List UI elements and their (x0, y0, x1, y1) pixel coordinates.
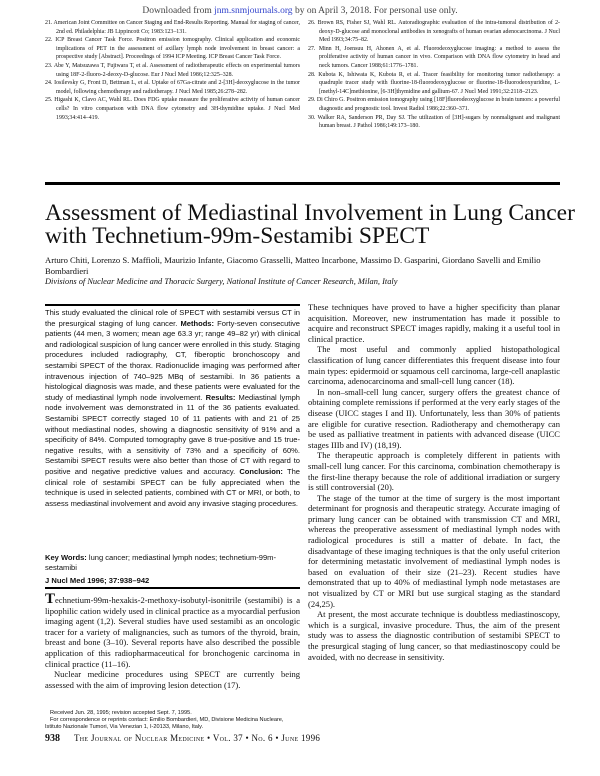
abstract-results: Mediastinal lymph node involvement was demonstrated in 11 of the 36 patients evaluated. Sestamibi SPECT correctly staged 10 of 11 patients with and 21 of 25 without mediastinal nodes, showing a diagnostic sensitivity of 91% and a specificity of 84%. Computed tomography gave 8 true-positive and 15 true-negative results, with a sensitivity of 73% and a specificity of 60%. Sestamibi SPECT results were also better than those of CT with regard to positive and negative predictive values and accuracy. (45, 392, 301, 476)
references-left-column (45, 19, 300, 122)
footnotes (45, 710, 300, 731)
reference: 21. American Joint Committee on Cancer Staging and End-Results Reporting. Manual for staging of cancer, 2nd ed. Philadelphia: JB Lippincott Co; 1983:123–131. (45, 20, 300, 35)
article-title: Assessment of Mediastinal Involvement in Lung Cancer with Technetium-99m-Sestamibi SPECT (45, 200, 575, 249)
journal-info: The Journal of Nuclear Medicine • Vol. 37 • No. 6 • June 1996 (74, 733, 321, 743)
paragraph: The therapeutic approach is completely different in patients with small-cell lung cancer. For this carcinoma, combination chemotherapy is the first-line therapy because the role of additional irradiation or surgery is still controversial (20). (308, 450, 560, 493)
page-footer (45, 733, 565, 744)
download-prefix: Downloaded from (142, 6, 215, 16)
page-number: 938 (45, 733, 60, 744)
paragraph-text: echnetium-99m-hexakis-2-methoxy-isobutyl-isonitrile (sestamibi) is a lipophilic cation widely used in clinical practice as a myocardial perfusion imaging agent (1,2). Several studies have used sestamibi as an oncologic tracer for a variety of malignancies, such as tumors of the thyroid, brain, breast and bone (3–10). Several reports have also described the possible application of this radiopharmaceutical for bronchogenic carcinoma in clinical practice (11–16). (45, 595, 300, 669)
paragraph: In non–small-cell lung cancer, surgery offers the greatest chance of obtaining complete remissions if performed at the very early stages of the disease (UICC stages I and II). Unfortunately, less than 30% of patients are eligible for curative resection. Radiotherapy and chemotherapy can be used as palliative treatment in patients with advanced disease (UICC stages IIIb and IV) (18,19). (308, 386, 560, 450)
reference: 27. Minn H, Joensuu H, Ahonen A, et al. Fluorodeoxyglucose imaging: a method to assess the proliferative activity of human cancer in vivo. Comparison with DNA flow cytometry in head and neck tumors. Cancer 1988;61:1776–1781. (308, 45, 560, 69)
reference: 30. Walker RA, Sanderson PR, Day SJ. The utilization of [3H]-sugars by nonmalignant and malignant human breast. J Pathol 1986;149:173–180. (308, 114, 560, 130)
abstract-intro: This study evaluated the clinical role of SPECT with sestamibi versus CT in the presurgical staging of lung cancer. (45, 308, 300, 328)
reference: 23. Abe Y, Matsuzawa T, Fujiwara T, et al. Assessment of radiotherapeutic effects on experimental tumors using 18F-2-fluoro-2-deoxy-D-glucose. Eur J Nucl Med 1986;12:325–328. (45, 62, 300, 78)
abstract (45, 308, 300, 509)
reference: 29. Di Chiro G. Positron emission tomography using [18F]fluorodeoxyglucose in brain tumors: a powerful diagnostic and prognostic tool. Invest Radiol 1986;22:360–371. (308, 97, 560, 112)
paragraph (45, 591, 300, 669)
reference: 25. Higashi K, Clavo AC, Wahl RL. Does FDG uptake measure the proliferative activity of human cancer cells? In vitro comparison with DNA flow cytometry and 3H-thymidine uptake. J Nucl Med 1993;34:414–419. (45, 97, 300, 121)
journal-link[interactable]: jnm.snmjournals.org (214, 6, 293, 16)
paragraph: Nuclear medicine procedures using SPECT are currently being assessed with the aim of improving lesion detection (17). (45, 669, 300, 690)
references-right-column (308, 19, 560, 131)
authors: Arturo Chiti, Lorenzo S. Maffioli, Maurizio Infante, Giacomo Grasselli, Matteo Incarbone, Massimo D. Gasparini, Giordano Savelli and Emilio Bombardieri (45, 255, 541, 276)
received-note: Received Jun. 28, 1995; revision accepted Sept. 7, 1995. (50, 710, 192, 716)
reference: 26. Brown RS, Fisher SJ, Wahl RL. Autoradiographic evaluation of the intra-tumoral distribution of 2-deoxy-D-glucose and monoclonal antibodies in xenografts of human ovarian adenocarcinoma. J Nucl Med 1993;34:75–82. (308, 20, 560, 44)
abstract-methods: Forty-seven consecutive patients (44 men, 3 women; mean age 63.3 yr; range 49–82 yr) with clinical and radiological suspicion of lung cancer were enrolled in this study. Staging procedures included radiography, CT, fiberoptic bronchoscopy and sestamibi SPECT of the thorax. Radionuclide imaging was performed after intravenous injection of 740–925 MBq of sestamibi. In 36 patients a histological diagnosis was made, and these patients were evaluated for the study of mediastinal lymph node involvement. (45, 318, 301, 402)
key-words (45, 553, 300, 574)
body-rule (45, 587, 300, 589)
citation: J Nucl Med 1996; 37:938–942 (45, 576, 150, 585)
correspondence-note: For correspondence or reprints contact: Emilio Bombardieri, MD, Divisione Medicina Nucleare, Istituto Nazionale Tumori, Via Venezian 1, I-20133, Milano, Italy. (45, 717, 284, 730)
reference: 22. ICP Breast Cancer Task Force. Positron emission tomography. Clinical application and economic implications of PET in the assessment of axillary lymph node involvement in breast cancer: a prospective study [Abstract]. Proceedings of 1994 ICP Meeting. ICP Breast Cancer Task Force. (45, 37, 300, 61)
key-words-text: lung cancer; mediastinal lymph nodes; technetium-99m-sestamibi (45, 553, 276, 573)
body-left-column (45, 591, 300, 690)
results-label: Results: (205, 392, 236, 402)
conclusion-label: Conclusion: (239, 466, 283, 476)
download-notice (0, 6, 600, 16)
body-right-column (308, 302, 560, 662)
paragraph: At present, the most accurate technique is doubtless mediastinoscopy, which is a surgical, invasive procedure. Thus, the aim of the present study was to assess the diagnostic contribution of sestamibi SPECT to the presurgical staging of lung cancer, so that mediastinoscopy could be avoided, with no decrease in sensitivity. (308, 609, 560, 662)
section-divider (45, 182, 560, 185)
paragraph: The most useful and commonly applied histopathological classification of lung cancer differentiates this frequent disease into four main types: epidermoid or squamous cell carcinoma, large-cell anaplastic carcinoma, adenocarcinoma and small-cell lung cancer (18). (308, 344, 560, 387)
drop-cap: T (45, 591, 56, 607)
abstract-rule (45, 304, 300, 306)
abstract-conclusion: The clinical role of sestamibi SPECT can be fully appreciated when the technique is used in selected patients, combined with CT or MRI, or both, to assess mediastinal involvement and avoid any invasive staging procedures. (45, 466, 300, 508)
reference: 24. Iosilevsky G, Front D, Bettman L, et al. Uptake of 67Ga-citrate and 2-[3H]-deoxyglucose in the tumor model, following chemotherapy and radiotherapy. J Nucl Med 1985;26:278–282. (45, 80, 300, 95)
methods-label: Methods: (180, 318, 215, 328)
paragraph: The stage of the tumor at the time of surgery is the most important determinant for prognosis and therapeutic strategy. Accurate imaging of primary lung cancer can be obtained with transmission CT and MRI, whereas the preoperative assessment of mediastinal lymph nodes with radiological procedures is still a matter of debate. In fact, the disadvantage of these imaging techniques is that the only useful criterion for determining metastatic involvement of mediastinal lymph nodes is based on evaluation of their size (21–23). Recent studies have demonstrated that up to 40% of mediastinal lymph node metastases are not visualized by CT or MRI but use surgical staging as the standard (24,25). (308, 492, 560, 609)
download-suffix: by on April 3, 2018. For personal use only. (292, 6, 458, 16)
key-words-label: Key Words: (45, 553, 87, 562)
reference: 28. Kubota K, Ishiwata K, Kubota R, et al. Tracer feasibility for monitoring tumor radiotherapy: a quadruple tracer study with fluorine-18-fluorodeoxyglucose or fluorine-18-fluorodeoxyuridine, L-[methyl-14C]methionine, [6-3H]thymidine and gallium-67. J Nucl Med 1991;32:2118–2123. (308, 71, 560, 95)
paragraph: These techniques have proved to have a higher specificity than planar acquisition. Moreover, new instrumentation has made it possible to acquire and reconstruct SPECT images rapidly, making it a useful tool in clinical practice. (308, 302, 560, 344)
affiliation: Divisions of Nuclear Medicine and Thoracic Surgery, National Institute of Cancer Research, Milan, Italy (45, 277, 398, 286)
